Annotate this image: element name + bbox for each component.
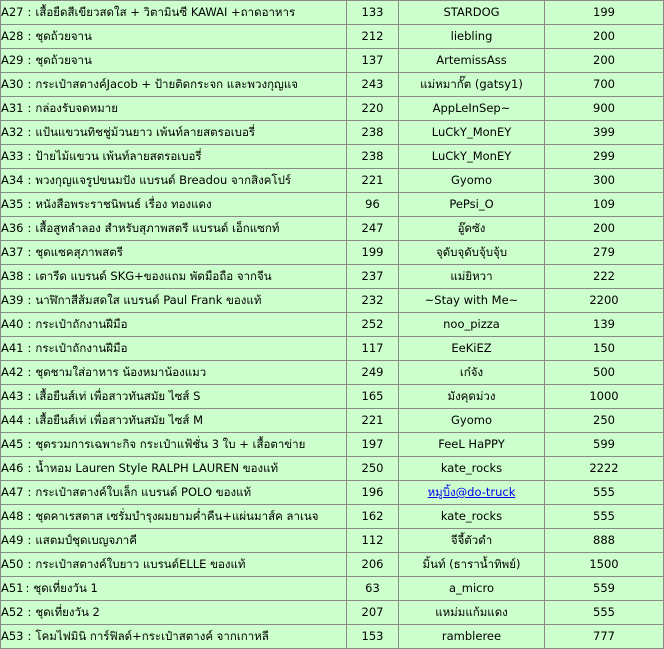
item-number: 252 [347,313,399,337]
item-number: 117 [347,337,399,361]
item-description: ชุดรวมการเฉพาะกิจ กระเป๋าแฟ้ชั่น 3 ใบ + เสื้อตาข่าย [35,437,306,451]
winner-name: เก๋จัง [399,361,545,385]
winner-name: noo_pizza [399,313,545,337]
item-description: กระเป๋าสตางค์ใบเล็ก แบรนด์ POLO ของแท้ [35,485,252,499]
item-code: A33 [1,149,24,163]
item-number: 197 [347,433,399,457]
item-separator: : [27,413,32,427]
table-row [1,265,664,289]
winning-bid: 2222 [545,457,664,481]
item-cell [1,97,347,121]
item-separator: : [27,125,32,139]
item-code: A42 [1,365,24,379]
winning-bid: 300 [545,169,664,193]
winner-name: liebling [399,25,545,49]
winner-name: มังคุดม่วง [399,385,545,409]
winning-bid: 555 [545,601,664,625]
item-code: A51 [1,581,24,595]
winner-name: STARDOG [399,1,545,25]
item-description: เสื้อสูทลำลอง สำหรับสุภาพสตรี แบรนด์ เอ็กแซกท์ [35,221,280,235]
table-row [1,73,664,97]
item-separator: : [27,101,32,115]
table-row [1,97,664,121]
table-body [1,1,664,649]
item-number: 96 [347,193,399,217]
item-separator: : [27,5,32,19]
item-description: ชุดเที่ยงวัน 1 [33,581,98,595]
item-description: ชุดแซคสุภาพสตรี [35,245,123,259]
item-description: นาฬิกาสีส้มสดใส แบรนด์ Paul Frank ของแท้ [35,293,262,307]
winning-bid: 900 [545,97,664,121]
winner-email-link[interactable]: หมูบิ้ง@do-truck [427,485,516,499]
winning-bid: 279 [545,241,664,265]
item-separator: : [27,389,32,403]
item-separator: : [27,485,32,499]
item-cell [1,193,347,217]
winner-name: จีจี้ตัวดำ [399,529,545,553]
winner-cell [399,481,545,505]
winning-bid: 555 [545,481,664,505]
item-number: 63 [347,577,399,601]
table-row [1,1,664,25]
item-description: หนังสือพระราชนิพนธ์ เรื่อง ทองแดง [35,197,212,211]
item-cell [1,529,347,553]
winning-bid: 888 [545,529,664,553]
item-separator: : [25,581,30,595]
item-cell [1,385,347,409]
item-code: A39 [1,293,24,307]
winning-bid: 109 [545,193,664,217]
item-code: A35 [1,197,24,211]
item-description: กระเป๋าสตางค์ใบยาว แบรนด์ELLE ของแท้ [35,557,246,571]
item-description: โคมไฟมินิ การ์ฟิลด์+กระเป๋าสตางค์ จากเกาหลี [35,629,269,643]
table-row [1,625,664,649]
winner-name: FeeL HaPPY [399,433,545,457]
item-number: 199 [347,241,399,265]
item-cell [1,73,347,97]
item-description: กระเป๋าถักงานฝีมือ [35,341,128,355]
table-row [1,241,664,265]
item-code: A53 [1,629,24,643]
table-row [1,121,664,145]
winning-bid: 200 [545,25,664,49]
item-separator: : [27,29,32,43]
item-separator: : [27,269,32,283]
item-cell [1,625,347,649]
item-number: 207 [347,601,399,625]
item-cell [1,409,347,433]
item-number: 133 [347,1,399,25]
item-separator: : [27,245,32,259]
winning-bid: 777 [545,625,664,649]
winner-name: rambleree [399,625,545,649]
item-cell [1,1,347,25]
item-separator: : [27,221,32,235]
item-description: ชุดถ้วยจาน [35,53,92,67]
item-cell [1,577,347,601]
table-row [1,553,664,577]
item-description: น้ำหอม Lauren Style RALPH LAUREN ของแท้ [35,461,279,475]
winner-name: มิ้นท์ (ธาราน้ำทิพย์) [399,553,545,577]
winning-bid: 1000 [545,385,664,409]
winning-bid: 555 [545,505,664,529]
winning-bid: 500 [545,361,664,385]
item-code: A46 [1,461,24,475]
winning-bid: 200 [545,49,664,73]
winning-bid: 299 [545,145,664,169]
item-separator: : [27,317,32,331]
item-code: A38 [1,269,24,283]
winning-bid: 250 [545,409,664,433]
item-code: A48 [1,509,24,523]
item-code: A29 [1,53,24,67]
item-description: ชุดคาเรสตาส เซรั่มบำรุงผมยามค่ำคืน+แผ่นมาส์ค ลาเนจ [35,509,319,523]
item-description: เสื้อยืนส์เท่ เพื่อสาวทันสมัย ไซส์ M [35,413,204,427]
item-separator: : [27,197,32,211]
item-code: A52 [1,605,24,619]
winning-bid: 700 [545,73,664,97]
item-cell [1,121,347,145]
item-code: A49 [1,533,24,547]
table-row [1,145,664,169]
table-row [1,481,664,505]
winner-name: แหม่มแก้มแดง [399,601,545,625]
table-row [1,577,664,601]
winner-name: แม่ยิหวา [399,265,545,289]
item-code: A28 [1,29,24,43]
table-row [1,601,664,625]
item-code: A44 [1,413,24,427]
item-description: พวงกุญแจรูปขนมปัง แบรนด์ Breadou จากสิงคโปร์ [35,173,292,187]
item-code: A30 [1,77,24,91]
winner-name: AppLeInSep~ [399,97,545,121]
item-description: ป้ายไม้แขวน เพ้นท์ลายสตรอเบอรี่ [35,149,202,163]
winner-name: EeKiEZ [399,337,545,361]
item-separator: : [27,149,32,163]
winner-name: จุดับจุดับจุ้บจุ้บ [399,241,545,265]
item-cell [1,289,347,313]
item-cell [1,337,347,361]
winning-bid: 150 [545,337,664,361]
item-separator: : [27,341,32,355]
item-code: A27 [1,5,24,19]
item-number: 249 [347,361,399,385]
winner-name: LuCkY_MonEY [399,121,545,145]
table-row [1,337,664,361]
item-number: 220 [347,97,399,121]
item-cell [1,25,347,49]
item-separator: : [27,557,32,571]
item-description: กระเป๋าถักงานฝีมือ [35,317,128,331]
item-code: A32 [1,125,24,139]
item-cell [1,481,347,505]
winner-name: kate_rocks [399,457,545,481]
winner-name: kate_rocks [399,505,545,529]
winner-name: Gyomo [399,409,545,433]
item-description: ชุดถ้วยจาน [35,29,92,43]
winning-bid: 1500 [545,553,664,577]
table-row [1,25,664,49]
table-row [1,457,664,481]
item-description: เสื้อยืนส์เท่ เพื่อสาวทันสมัย ไซส์ S [35,389,201,403]
item-number: 206 [347,553,399,577]
item-separator: : [27,533,32,547]
table-row [1,409,664,433]
item-separator: : [27,509,32,523]
item-number: 232 [347,289,399,313]
item-separator: : [27,365,32,379]
table-row [1,169,664,193]
item-cell [1,169,347,193]
item-code: A31 [1,101,24,115]
item-number: 153 [347,625,399,649]
winner-name: อู๊ดซัง [399,217,545,241]
item-cell [1,265,347,289]
table-row [1,529,664,553]
item-description: เตารีด แบรนด์ SKG+ของแถม พัดมือถือ จากจีน [35,269,272,283]
item-number: 221 [347,409,399,433]
item-separator: : [27,53,32,67]
item-code: A47 [1,485,24,499]
item-cell [1,145,347,169]
item-description: แป้นแขวนทิชชู่ม้วนยาว เพ้นท์ลายสตรอเบอรี่ [35,125,256,139]
winner-name: a_micro [399,577,545,601]
item-number: 221 [347,169,399,193]
item-separator: : [27,605,32,619]
item-cell [1,49,347,73]
winning-bid: 200 [545,217,664,241]
item-code: A50 [1,557,24,571]
item-separator: : [27,77,32,91]
item-code: A45 [1,437,24,451]
item-separator: : [27,437,32,451]
winning-bid: 559 [545,577,664,601]
item-cell [1,313,347,337]
item-description: ชุดชามใส่อาหาร น้องหมาน้องแมว [35,365,207,379]
item-separator: : [27,629,32,643]
item-number: 196 [347,481,399,505]
item-number: 243 [347,73,399,97]
winning-bid: 599 [545,433,664,457]
table-row [1,313,664,337]
item-separator: : [27,293,32,307]
winning-bid: 199 [545,1,664,25]
item-separator: : [27,461,32,475]
item-code: A37 [1,245,24,259]
table-row [1,193,664,217]
item-number: 237 [347,265,399,289]
item-cell [1,601,347,625]
table-row [1,289,664,313]
item-number: 238 [347,121,399,145]
item-number: 165 [347,385,399,409]
table-row [1,505,664,529]
winner-name: แม่หมากั๊ต (gatsy1) [399,73,545,97]
item-code: A40 [1,317,24,331]
winning-bid: 2200 [545,289,664,313]
item-number: 247 [347,217,399,241]
winner-name: Gyomo [399,169,545,193]
table-row [1,433,664,457]
table-row [1,49,664,73]
winner-name: PePsi_O [399,193,545,217]
item-description: เสื้อยืดสีเขียวสดใส + วิตามินซี KAWAI +ถาดอาหาร [35,5,296,19]
item-description: ชุดเที่ยงวัน 2 [35,605,100,619]
item-cell [1,505,347,529]
winning-bid: 222 [545,265,664,289]
item-description: กระเป๋าสตางค์Jacob + ป้ายติดกระจก และพวงกุญแจ [35,77,298,91]
item-number: 137 [347,49,399,73]
item-number: 250 [347,457,399,481]
item-code: A34 [1,173,24,187]
item-number: 238 [347,145,399,169]
item-separator: : [27,173,32,187]
item-description: กล่องรับจดหมาย [35,101,118,115]
item-cell [1,361,347,385]
item-code: A36 [1,221,24,235]
winning-bid: 399 [545,121,664,145]
winner-name: ~Stay with Me~ [399,289,545,313]
item-cell [1,553,347,577]
item-description: แสตมป์ชุดเบญจภาคี [35,533,137,547]
item-code: A43 [1,389,24,403]
winning-bid: 139 [545,313,664,337]
table-row [1,361,664,385]
item-number: 162 [347,505,399,529]
item-cell [1,457,347,481]
table-row [1,217,664,241]
item-cell [1,217,347,241]
item-number: 212 [347,25,399,49]
item-number: 112 [347,529,399,553]
winner-name: LuCkY_MonEY [399,145,545,169]
table-row [1,385,664,409]
item-cell [1,241,347,265]
item-code: A41 [1,341,24,355]
item-cell [1,433,347,457]
winner-name: ArtemissAss [399,49,545,73]
